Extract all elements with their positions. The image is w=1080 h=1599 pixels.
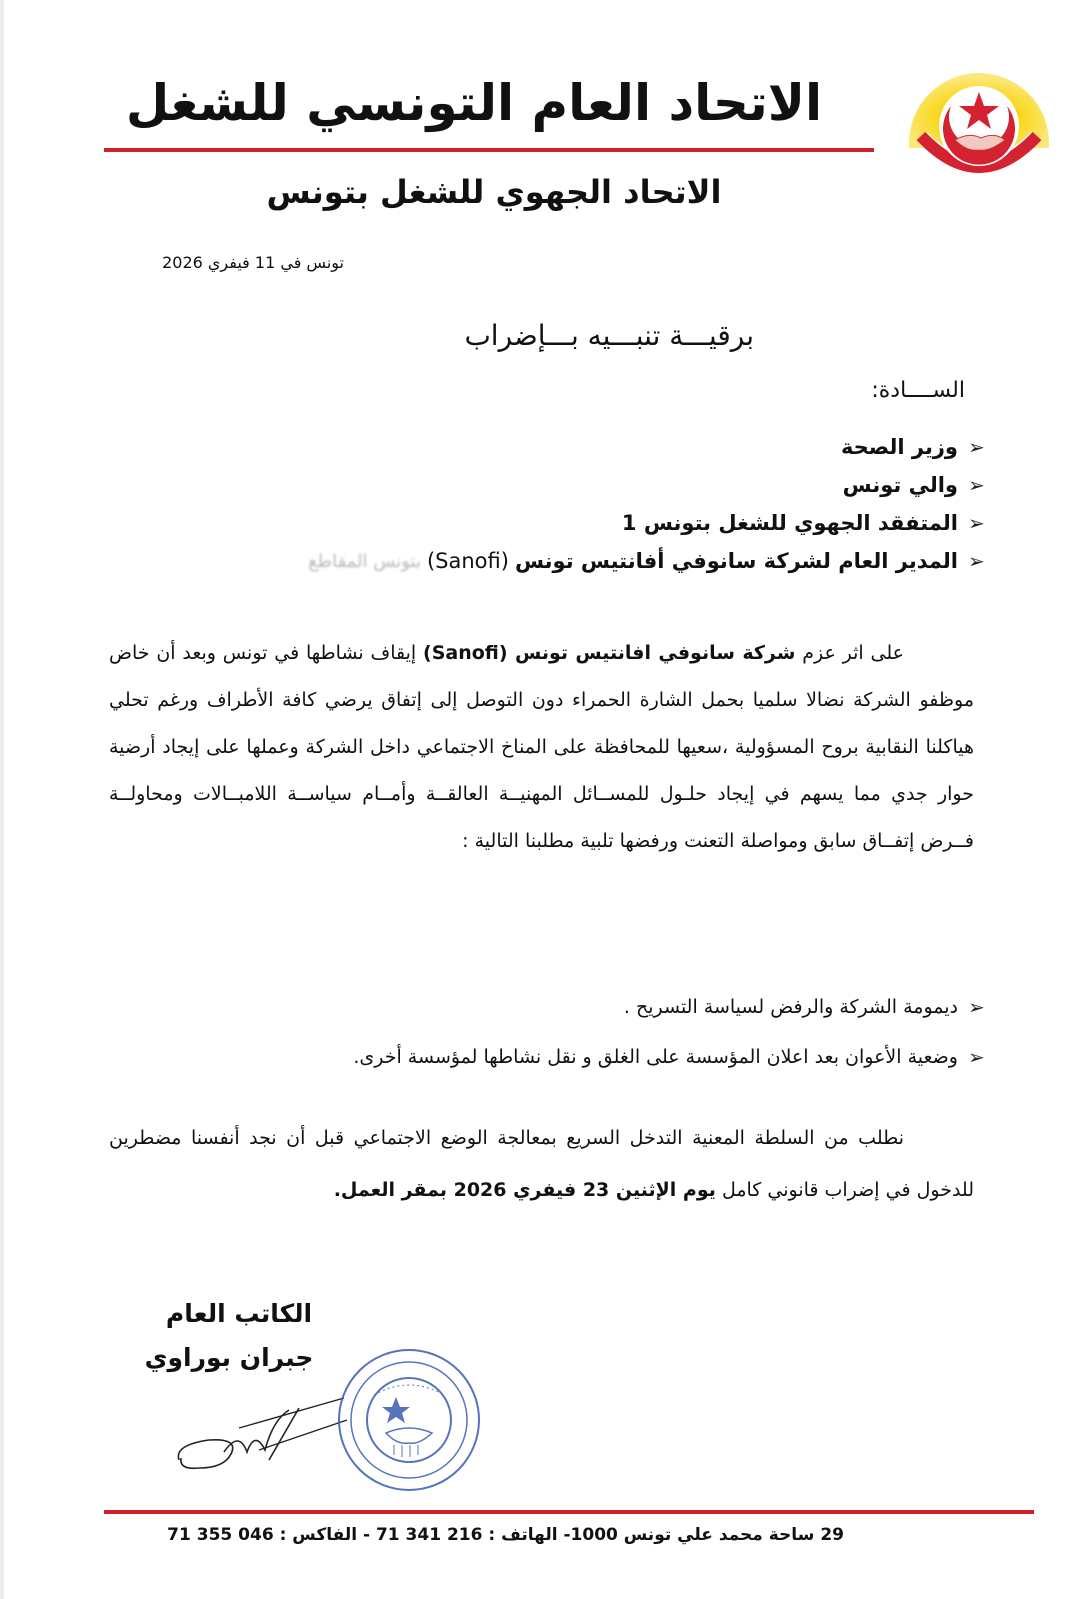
para1-lead: على اثر عزم bbox=[802, 642, 904, 664]
official-stamp-icon bbox=[334, 1345, 484, 1495]
para1-rest: إيقاف نشاطها في تونس وبعد أن خاض موظفو الشركة نضالا سلميا بحمل الشارة الحمراء دون التوصل إلى إتفاق يرضي كافة الأطراف ورغم تحلي هياكلنا النقابية بروح المسؤولية ،سعيها للمحافظة على المناخ الاجتماعي داخل الشركة وعملها على إيجاد أرضية حوار جدي مما يسهم في إيجاد حلـول للمســائل المهنيــة العالقــة وأمــام سياســة اللامبــالات ومحاولــة فــرض إتفــاق سابق ومواصلة التعنت ورفضها تلبية مطلبنا التالية : bbox=[109, 642, 974, 852]
recipient-item bbox=[130, 428, 990, 466]
letter-date: تونس في 11 فيفري 2026 bbox=[162, 253, 344, 272]
arrow-bullet-icon: ➢ bbox=[968, 473, 985, 497]
salutation: الســــادة: bbox=[871, 378, 965, 403]
demand-item bbox=[130, 1032, 990, 1082]
ugtt-logo-icon bbox=[899, 48, 1059, 184]
signature-name: جبران بوراوي bbox=[144, 1343, 314, 1372]
recipient-company-latin: (Sanofi) bbox=[426, 549, 509, 573]
header-divider bbox=[104, 148, 874, 152]
recipient-text: المدير العام لشركة سانوفي أفانتيس تونس bbox=[514, 549, 958, 573]
letter-subject: برقيـــة تنبـــيه بـــإضراب bbox=[464, 319, 754, 352]
arrow-bullet-icon: ➢ bbox=[968, 1045, 985, 1069]
para2-strike-date: يوم الإثنين 23 فيفري 2026 بمقر العمل. bbox=[333, 1179, 716, 1201]
recipient-item bbox=[130, 466, 990, 504]
para1-company: شركة سانوفي افانتيس تونس (Sanofi) bbox=[423, 642, 796, 664]
recipient-item bbox=[130, 504, 990, 542]
body-paragraph-1 bbox=[109, 630, 974, 960]
arrow-bullet-icon: ➢ bbox=[968, 511, 985, 535]
demand-text: ديمومة الشركة والرفض لسياسة التسريح . bbox=[623, 996, 958, 1018]
signature-title: الكاتب العام bbox=[165, 1299, 313, 1328]
arrow-bullet-icon: ➢ bbox=[968, 549, 985, 573]
recipient-text: والي تونس bbox=[842, 473, 958, 497]
arrow-bullet-icon: ➢ bbox=[968, 995, 985, 1019]
recipient-blurred-text: بتونس المقاطع bbox=[308, 550, 421, 572]
demands-list bbox=[130, 982, 990, 1082]
body-paragraph-2 bbox=[109, 1112, 974, 1282]
recipient-text: المتفقد الجهوي للشغل بتونس 1 bbox=[621, 511, 958, 535]
demand-item bbox=[130, 982, 990, 1032]
para2-lead: نطلب من السلطة المعنية التدخل السريع بمعالجة الوضع الاجتماعي قبل أن نجد أنفسنا مضطرين للدخول في إضراب قانوني كامل bbox=[109, 1127, 974, 1201]
handwritten-signature-icon bbox=[169, 1390, 349, 1480]
arrow-bullet-icon: ➢ bbox=[968, 435, 985, 459]
org-subtitle: الاتحاد الجهوي للشغل بتونس bbox=[266, 173, 722, 211]
recipient-item bbox=[130, 542, 990, 580]
org-title: الاتحاد العام التونسي للشغل bbox=[125, 74, 823, 132]
recipient-text: وزير الصحة bbox=[840, 435, 958, 459]
footer-divider bbox=[104, 1510, 1034, 1514]
recipients-list bbox=[130, 428, 990, 580]
footer-address: 29 ساحة محمد علي تونس 1000- الهاتف : 216 341 71 - الفاكس : 046 355 71 bbox=[167, 1525, 844, 1545]
demand-text: وضعية الأعوان بعد اعلان المؤسسة على الغلق و نقل نشاطها لمؤسسة أخرى. bbox=[353, 1046, 958, 1068]
